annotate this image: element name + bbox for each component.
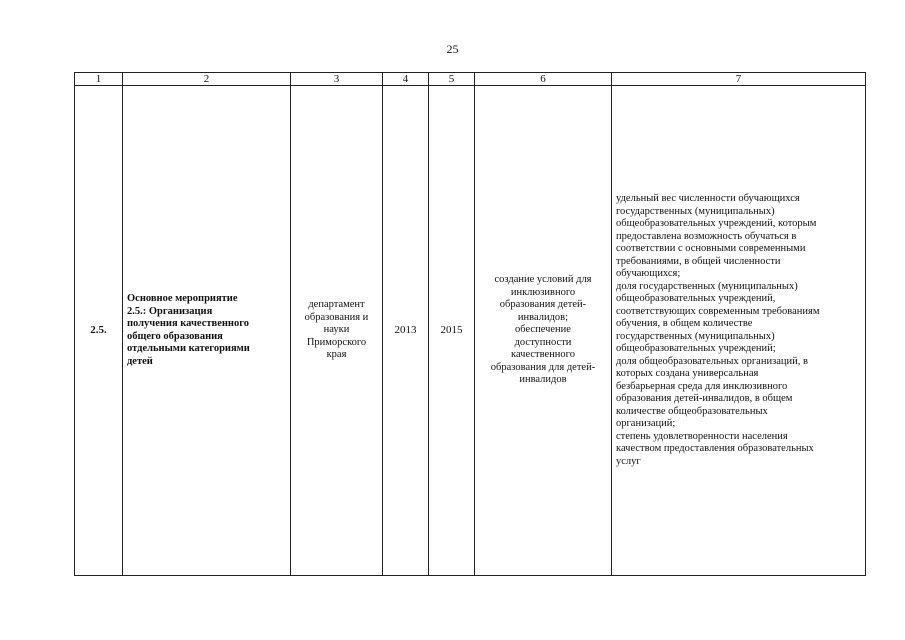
executor-cell: [291, 86, 383, 576]
column-header-3: 3: [291, 73, 383, 86]
expected-result-cell: [475, 86, 612, 576]
indicators: удельный вес численности обучающихся государственных (муниципальных) общеобразовательных учреждений, которым предоставлена возможность обучаться в соответствии с основными современными требованиями, в общей численности обучающихся; доля государственных (муниципальных) общеобразовательных учреждений, соответствующих современным требованиям обучения, в общем количестве государственных (муниципальных) общеобразовательных учреждений; доля общеобразовательных организаций, в которых создана универсальная безбарьерная среда для инклюзивного образования детей-инвалидов, в общем количестве общеобразовательных организаций; степень удовлетворенности населения качеством предоставления образовательных услуг: [616, 193, 820, 467]
table-row: [75, 86, 866, 576]
measure-name: Основное мероприятие 2.5.: Организация получения качественного общего образования отдельными категориями детей: [127, 293, 250, 367]
row-number: 2.5.: [75, 86, 123, 576]
expected-result: создание условий для инклюзивного образования детей- инвалидов; обеспечение доступности качественного образования для детей- инвалидов: [490, 274, 596, 386]
end-year: 2015: [429, 86, 475, 576]
program-table: [74, 72, 866, 576]
column-header-6: 6: [475, 73, 612, 86]
column-header-7: 7: [612, 73, 866, 86]
column-header-1: 1: [75, 73, 123, 86]
start-year: 2013: [383, 86, 429, 576]
page-number: 25: [446, 42, 459, 56]
measure-name-cell: [123, 86, 291, 576]
indicators-cell: [612, 86, 866, 576]
column-header-2: 2: [123, 73, 291, 86]
table-header-row: [75, 73, 866, 86]
column-header-5: 5: [429, 73, 475, 86]
column-header-4: 4: [383, 73, 429, 86]
executor: департамент образования и науки Приморского края: [304, 299, 369, 361]
